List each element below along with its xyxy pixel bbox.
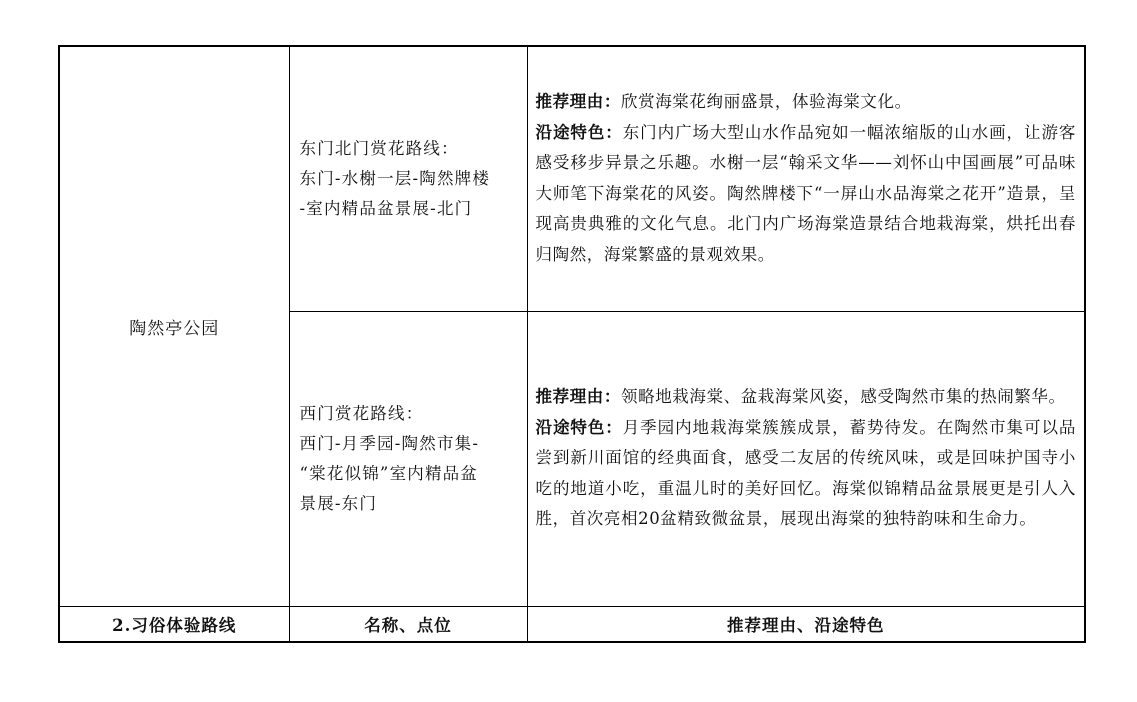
reason-label: 推荐理由：	[535, 387, 621, 407]
route-row	[59, 46, 1085, 311]
reason-text: 领略地栽海棠、盆栽海棠风姿，感受陶然市集的热闹繁华。	[621, 387, 1066, 407]
header-section-title: 2.习俗体验路线	[59, 606, 289, 642]
route-path-line: 西门-月季园-陶然市集-	[299, 433, 480, 453]
park-name-cell: 陶然亭公园	[59, 46, 289, 606]
route-path-line: 景展-东门	[299, 493, 378, 513]
route-name-cell	[289, 311, 527, 606]
header-name-location: 名称、点位	[289, 606, 527, 642]
route-name-cell	[289, 46, 527, 311]
reason-label: 推荐理由：	[535, 92, 621, 112]
route-features	[536, 118, 1077, 271]
route-path-line: -室内精品盆景展-北门	[299, 198, 473, 218]
feature-text: 东门内广场大型山水作品宛如一幅浓缩版的山水画，让游客感受移步异景之乐趣。水榭一层“翰采文华——刘怀山中国画展”可品味大师笔下海棠花的风姿。陶然牌楼下“一屏山水品海棠之花开”造景，呈现高贵典雅的文化气息。北门内广场海棠造景结合地栽海棠，烘托出春归陶然，海棠繁盛的景观效果。	[535, 122, 1076, 264]
route-name: 东门北门赏花路线：	[299, 138, 459, 158]
recommend-reason	[536, 87, 1077, 118]
header-reason-features: 推荐理由、沿途特色	[527, 606, 1085, 642]
feature-label: 沿途特色：	[535, 417, 623, 437]
routes-table	[58, 45, 1086, 643]
reason-text: 欣赏海棠花绚丽盛景，体验海棠文化。	[621, 92, 912, 112]
route-description-cell	[527, 46, 1085, 311]
section-header-row	[59, 606, 1085, 642]
route-path-line: 东门-水榭一层-陶然牌楼	[299, 168, 491, 188]
recommend-reason	[536, 382, 1077, 413]
route-name: 西门赏花路线：	[299, 403, 424, 423]
route-features	[536, 413, 1077, 535]
route-description-cell	[527, 311, 1085, 606]
feature-label: 沿途特色：	[535, 122, 623, 142]
route-path-line: “棠花似锦”室内精品盆	[299, 463, 479, 483]
feature-text: 月季园内地栽海棠簇簇成景，蓄势待发。在陶然市集可以品尝到新川面馆的经典面食，感受二友居的传统风味，或是回味护国寺小吃的地道小吃，重温儿时的美好回忆。海棠似锦精品盆景展更是引人入胜，首次亮相20盆精致微盆景，展现出海棠的独特韵味和生命力。	[535, 417, 1076, 529]
